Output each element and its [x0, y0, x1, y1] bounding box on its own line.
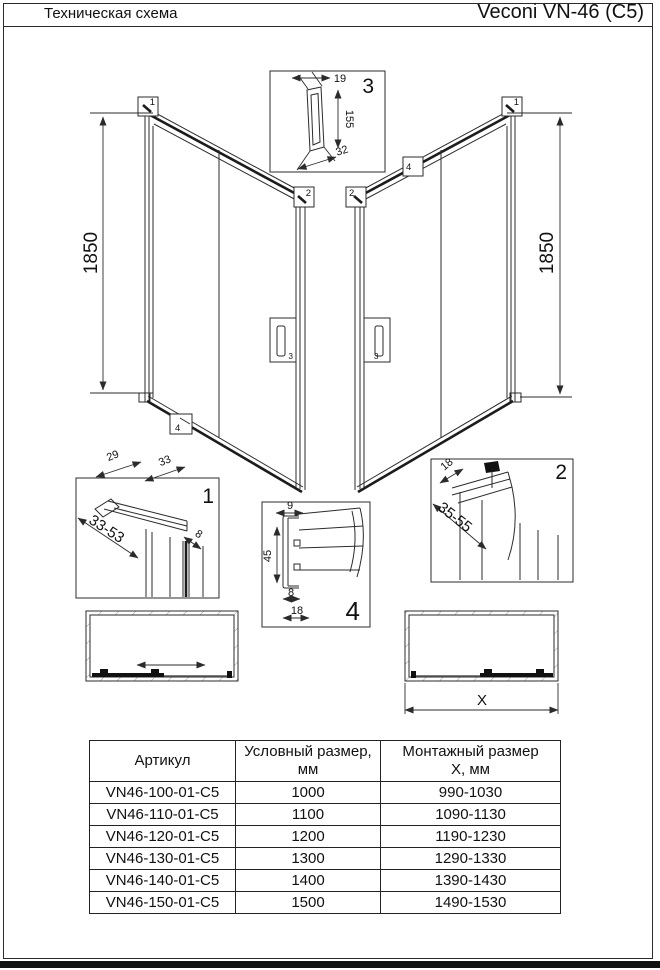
callout-2-left: [294, 187, 314, 207]
table-row: [90, 826, 561, 848]
article-cell: VN46-130-01-C5: [90, 848, 236, 870]
plan-view-left: [86, 611, 238, 681]
mounting-cell: 1290-1330: [381, 848, 561, 870]
height-dim-text-right: 1850: [537, 231, 558, 275]
table-row: [90, 870, 561, 892]
table-header-row: [90, 741, 561, 782]
article-cell: VN46-100-01-C5: [90, 782, 236, 804]
detail-2-top-profile: [431, 456, 573, 582]
nominal-cell: 1100: [236, 804, 381, 826]
detail-4-bottom-profile: [262, 500, 370, 627]
detail-3-handle: [270, 71, 385, 172]
height-dim-text-left: 1850: [81, 231, 102, 275]
article-cell: VN46-150-01-C5: [90, 892, 236, 914]
detail-2-dim-18: 18: [438, 456, 456, 474]
nominal-cell: 1400: [236, 870, 381, 892]
detail-1-top-profile: [76, 448, 219, 598]
col-header-mounting-line1: Монтажный размер: [402, 743, 539, 760]
callout-1-number: 1: [149, 97, 155, 108]
detail-3-label: 3: [362, 75, 374, 98]
col-header-nominal-line1: Условный размер,: [244, 743, 372, 760]
detail-4-dim-9: 9: [286, 500, 294, 512]
callout-4-left: [170, 414, 192, 434]
detail-4-dim-45: 45: [262, 549, 274, 563]
callout-2-number: 2: [349, 188, 355, 199]
table-row: [90, 782, 561, 804]
detail-3-dim-155: 155: [343, 109, 355, 129]
detail-4-dim-18: 18: [290, 605, 304, 617]
mounting-width-dimension: [405, 683, 558, 714]
callout-1-number: 1: [513, 97, 519, 108]
x-dim-label: X: [476, 692, 488, 709]
detail-2-dim-range: 35-55: [434, 498, 476, 536]
callout-4-number: 4: [175, 423, 181, 434]
col-header-nominal: [236, 741, 381, 782]
plan-view-right: [405, 611, 558, 714]
mounting-cell: 1390-1430: [381, 870, 561, 892]
callout-4-right: [403, 157, 423, 176]
table-row: [90, 892, 561, 914]
article-cell: VN46-110-01-C5: [90, 804, 236, 826]
mounting-cell: 990-1030: [381, 782, 561, 804]
right-door-handle: [364, 318, 390, 362]
mounting-cell: 1190-1230: [381, 826, 561, 848]
page-title: Техническая схема: [44, 5, 178, 22]
col-header-nominal-line2: мм: [297, 761, 319, 778]
detail-2-label: 2: [555, 461, 567, 484]
col-header-mounting-line2: Х, мм: [451, 761, 490, 778]
size-table-wrapper: [89, 740, 561, 914]
detail-1-dim-33: 33: [156, 453, 173, 470]
detail-4-dim-8: 8: [287, 587, 295, 599]
detail-1-dim-range: 33-53: [85, 511, 128, 547]
detail-1-label: 1: [202, 485, 214, 508]
detail-3-dim-32: 32: [334, 143, 350, 159]
height-dimension-left: [81, 113, 153, 393]
table-row: [90, 804, 561, 826]
callout-4-number: 4: [406, 162, 412, 173]
table-row: [90, 848, 561, 870]
col-header-mounting: [381, 741, 561, 782]
detail-4-label: 4: [345, 596, 360, 626]
detail-3-dim-19: 19: [333, 73, 347, 85]
handle-callout-label: 3: [288, 352, 293, 361]
size-table: [89, 740, 561, 914]
detail-1-dim-8: 8: [192, 527, 205, 542]
nominal-cell: 1200: [236, 826, 381, 848]
col-header-article: Артикул: [90, 741, 236, 782]
product-name: Veconi VN-46 (C5): [477, 1, 644, 23]
mounting-cell: 1090-1130: [381, 804, 561, 826]
callout-2-number: 2: [305, 188, 311, 199]
height-dimension-right: [507, 113, 572, 397]
handle-callout-label: 3: [374, 352, 379, 361]
nominal-cell: 1300: [236, 848, 381, 870]
nominal-cell: 1500: [236, 892, 381, 914]
callout-2-right: [346, 187, 366, 207]
detail-1-dim-29: 29: [104, 448, 121, 465]
article-cell: VN46-140-01-C5: [90, 870, 236, 892]
nominal-cell: 1000: [236, 782, 381, 804]
article-cell: VN46-120-01-C5: [90, 826, 236, 848]
left-door-handle: [270, 318, 296, 362]
mounting-cell: 1490-1530: [381, 892, 561, 914]
